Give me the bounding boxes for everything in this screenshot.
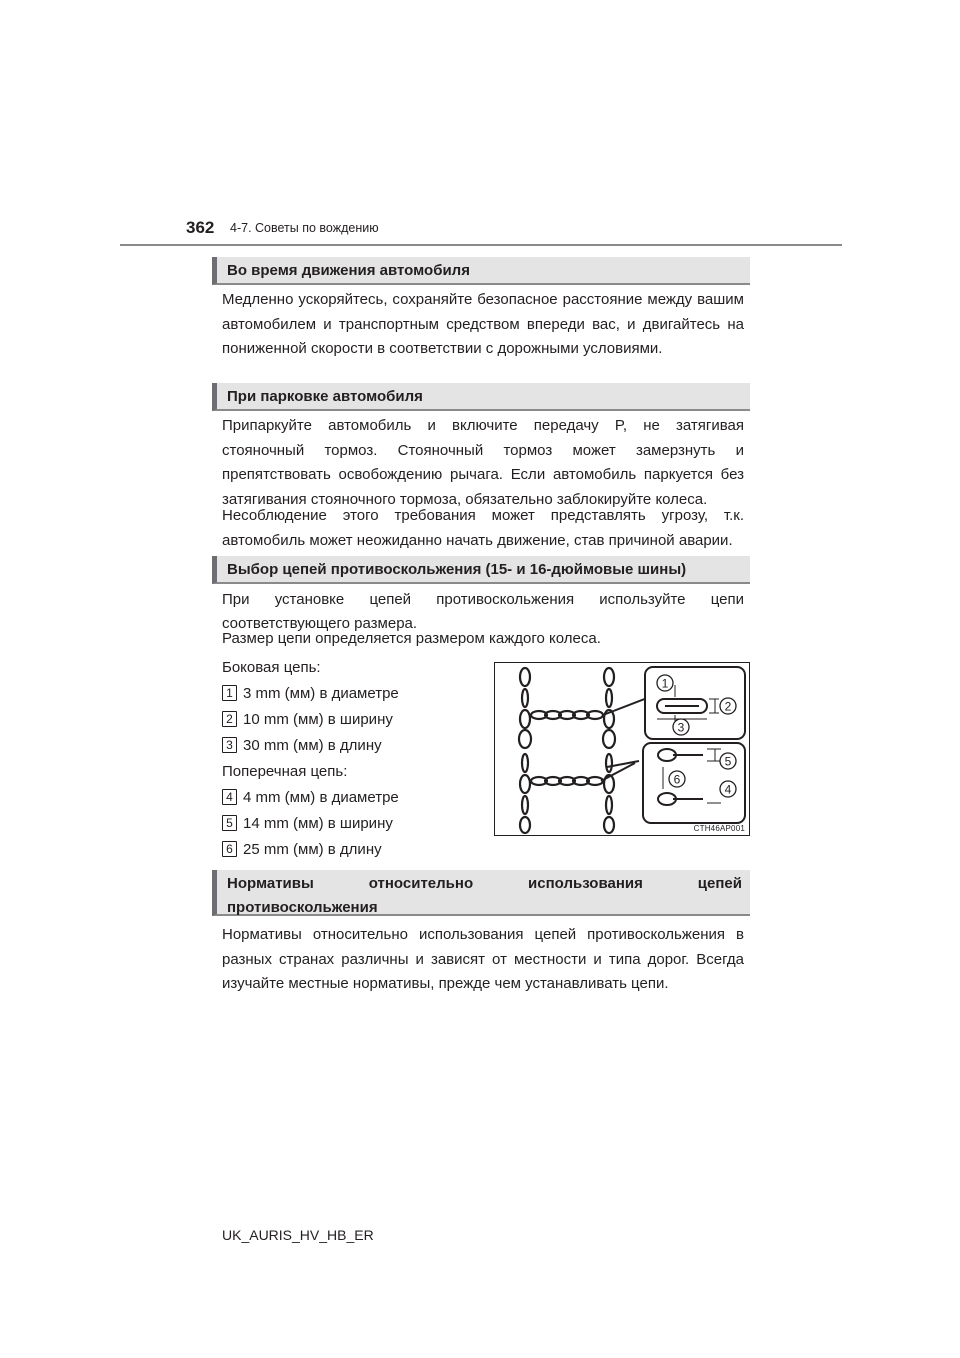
paragraph-chains-intro-2: соответствующего размера.	[222, 615, 418, 632]
document-code: UK_AURIS_HV_HB_ER	[222, 1227, 374, 1243]
page-number: 362	[186, 218, 215, 237]
heading-chain-regulations-text: Нормативы относительно использования цепей противоскольжения	[227, 875, 742, 916]
heading-chains-selection	[212, 556, 750, 584]
paragraph-driving: Медленно ускоряйтесь, сохраняйте безопасное расстояние между вашим автомобилем и транспортным средством впереди вас, и двигайтесь на пониженной скорости в соответствии с дорожными условиями.	[222, 291, 744, 357]
list-item-text: 10 mm (мм) в ширину	[243, 710, 393, 728]
list-item	[222, 812, 393, 834]
list-item-text: 4 mm (мм) в диаметре	[243, 788, 399, 806]
callout-number: 4	[222, 789, 237, 805]
figure-callout: 4	[724, 782, 732, 797]
callout-number: 6	[222, 841, 237, 857]
figure-callout: 5	[724, 754, 732, 769]
header-rule	[120, 244, 842, 246]
list-item	[222, 682, 399, 704]
section-title: 4-7. Советы по вождению	[230, 221, 379, 235]
callout-number: 3	[222, 737, 237, 753]
list-item	[222, 838, 382, 860]
side-chain-label: Боковая цепь:	[222, 658, 321, 676]
callout-number: 5	[222, 815, 237, 831]
heading-driving-text: Во время движения автомобиля	[227, 261, 470, 279]
list-item-text: 3 mm (мм) в диаметре	[243, 684, 399, 702]
paragraph-chain-regulations: Нормативы относительно использования цепей противоскольжения в разных странах различны и зависят от местности и типа дорог. Всегда изучайте местные нормативы, прежде чем устанавливать цепи.	[222, 926, 744, 992]
paragraph-chains-intro-1: При установке цепей противоскольжения используйте цепи	[222, 591, 744, 608]
callout-number: 2	[222, 711, 237, 727]
tire-chain-illustration	[495, 663, 749, 835]
paragraph-chains-intro-3: Размер цепи определяется размером каждого колеса.	[222, 630, 601, 647]
paragraph-parking-warning: Несоблюдение этого требования может представлять угрозу, т.к. автомобиль может неожиданно начать движение, став причиной аварии.	[222, 507, 744, 549]
heading-chains-selection-text: Выбор цепей противоскольжения (15- и 16-дюймовые шины)	[227, 560, 687, 578]
list-item	[222, 786, 399, 808]
list-item-text: 30 mm (мм) в длину	[243, 736, 382, 754]
list-item	[222, 734, 382, 756]
figure-callout: 3	[677, 720, 685, 735]
heading-parking-text: При парковке автомобиля	[227, 387, 423, 405]
figure-code: CTH46AP001	[693, 824, 745, 833]
callout-number: 1	[222, 685, 237, 701]
list-item	[222, 708, 393, 730]
list-item-text: 14 mm (мм) в ширину	[243, 814, 393, 832]
list-item-text: 25 mm (мм) в длину	[243, 840, 382, 858]
paragraph-parking: Припаркуйте автомобиль и включите передачу P, не затягивая стояночный тормоз. Стояночный тормоз может замерзнуть и препятствовать освобождению рычага. Если автомобиль паркуется без затягивания стояночного тормоза, обязательно заблокируйте колеса.	[222, 417, 744, 508]
heading-driving	[212, 257, 750, 285]
heading-chain-regulations	[212, 870, 750, 916]
heading-parking	[212, 383, 750, 411]
figure-callout: 1	[661, 676, 669, 691]
figure-callout: 2	[724, 699, 732, 714]
cross-chain-label: Поперечная цепь:	[222, 762, 348, 780]
figure-callout: 6	[673, 772, 681, 787]
tire-chain-figure	[494, 662, 750, 836]
